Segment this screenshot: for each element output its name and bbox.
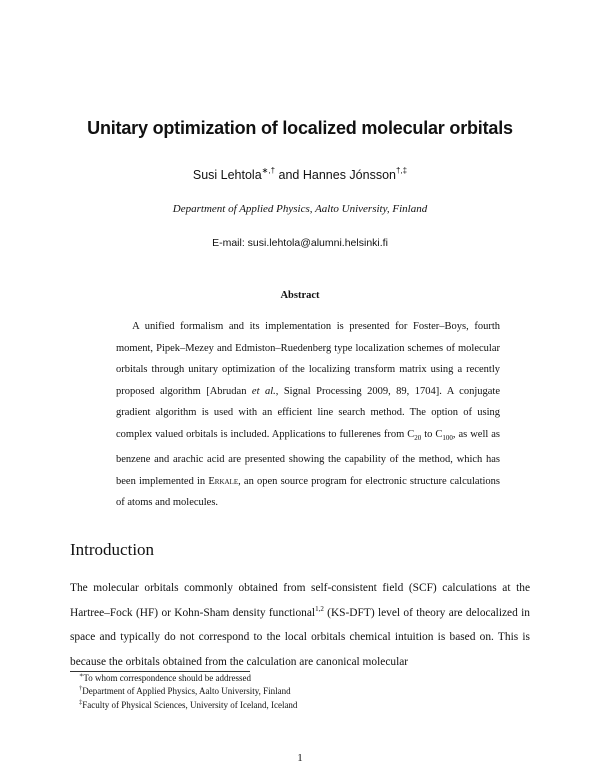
body-text: The molecular orbitals commonly obtained from self-consistent field (SCF) calculations at the Hartree–Fock (HF) or Kohn-Sham density functional [70, 582, 530, 619]
footnote-mark: ∗ [79, 672, 84, 679]
abstract-text: to C [421, 428, 443, 440]
author-name: Susi Lehtola [192, 168, 262, 182]
abstract-text: A unified formalism and its implementation is presented for Foster–Boys, fourth moment, Pipek–Mezey and Edmiston–Ruedenberg type localization schemes of molecular orbitals through unitary optimization of the localizing transform matrix using a recently proposed algorithm [Abrudan [116, 321, 501, 397]
abstract-text: , an open source program for electronic structure calculations of atoms and molecules. [116, 475, 500, 509]
page-number: 1 [297, 752, 303, 764]
author-marks: ∗,† [261, 166, 276, 175]
author-name: Hannes Jónsson [302, 168, 396, 182]
footnote [79, 672, 499, 685]
abstract-italic: et al. [251, 385, 276, 397]
subscript: 100 [442, 433, 453, 442]
abstract-body [116, 316, 500, 514]
author-line [0, 166, 600, 182]
footnote-mark: † [79, 685, 83, 693]
footnotes [79, 672, 499, 712]
footnote-text: To whom correspondence should be addressed [83, 673, 251, 683]
program-name: Erkale [208, 475, 239, 487]
affiliation: Department of Applied Physics, Aalto University, Finland [172, 203, 428, 215]
author-conjunction: and [278, 168, 300, 182]
paper-title: Unitary optimization of localized molecular orbitals [87, 118, 513, 138]
footnote-mark: ‡ [79, 698, 83, 706]
footnote-text: Faculty of Physical Sciences, University of Iceland, Iceland [82, 699, 298, 710]
footnote [79, 685, 499, 698]
citation-ref: 1,2 [315, 604, 324, 613]
subscript: 20 [414, 433, 422, 442]
abstract-text: , Signal Processing 2009, 89, 1704]. A conjugate gradient algorithm is used with an efficient line search method. The option of using complex valued orbitals is included. Applications to fullerenes from C [116, 385, 500, 440]
email-line: E-mail: susi.lehtola@alumni.helsinki.fi [212, 237, 388, 249]
abstract-heading: Abstract [280, 290, 320, 301]
body-text: (KS-DFT) level of theory are delocalized in space and typically do not correspond to the local orbitals chemical intuition is based on. This is because the orbitals obtained from the calculation are canonical molecular [70, 606, 530, 668]
section-heading: Introduction [70, 540, 155, 559]
author-marks: †,‡ [396, 166, 408, 175]
footnote [79, 699, 499, 712]
footnote-text: Department of Applied Physics, Aalto University, Finland [82, 686, 291, 697]
abstract-text: , as well as benzene and arachic acid are presented showing the capability of the method, which has been implemented in [116, 428, 500, 487]
body-paragraph [70, 576, 530, 674]
